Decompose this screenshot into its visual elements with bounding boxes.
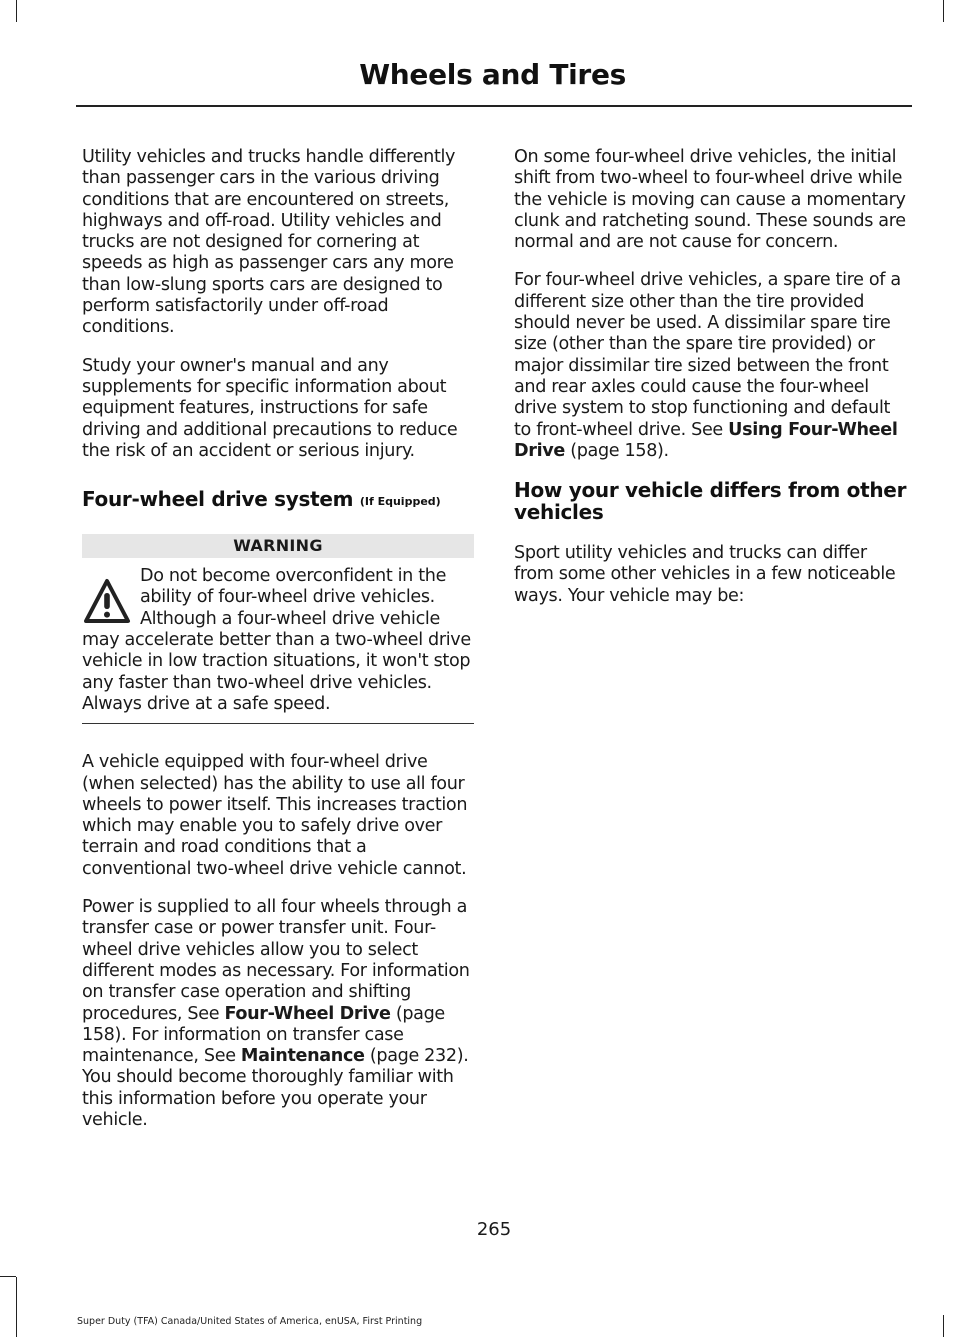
warning-body	[82, 566, 474, 723]
using-four-wheel-drive-link[interactable]: Using Four-Wheel Drive	[514, 419, 898, 461]
paragraph	[82, 897, 474, 1131]
crop-mark	[943, 1315, 944, 1337]
paragraph: A vehicle equipped with four-wheel drive (when selected) has the ability to use all four wheels to power itself. This increases traction which may enable you to safely drive over terrain and road conditions that a conventional two-wheel drive vehicle cannot.	[82, 752, 468, 879]
left-column	[82, 147, 474, 1148]
paragraph: Sport utility vehicles and trucks can differ from some other vehicles in a few noticeable ways. Your vehicle may be:	[514, 543, 896, 606]
section-heading-vehicle-differences: How your vehicle differs from other vehicles	[514, 478, 907, 525]
paragraph: Utility vehicles and trucks handle differently than passenger cars in the various driving conditions that are encountered on streets, highways and off-road. Utility vehicles and trucks are not designed for cornering at speeds as high as passenger cars any more than low-slung sports cars are designed to perform satisfactorily under off-road conditions.	[82, 147, 456, 338]
paragraph-text: Power is supplied to all four wheels through a transfer case or power transfer unit. Four-wheel drive vehicles allow you to select different modes as necessary. For information on transfer case operation and shifting procedures, See	[82, 897, 470, 1024]
warning-text: Do not become overconfident in the ability of four-wheel drive vehicles. Although a four-wheel drive vehicle may accelerate better than a two-wheel drive vehicle in low traction situations, it won't stop any faster than two-wheel drive vehicles. Always drive at a safe speed.	[82, 566, 471, 714]
crop-mark	[943, 0, 944, 22]
header-divider	[76, 105, 912, 107]
maintenance-link[interactable]: Maintenance	[240, 1046, 365, 1067]
paragraph-text: For four-wheel drive vehicles, a spare tire of a different size other than the tire provided should never be used. A dissimilar spare tire size (other than the spare tire provided) or major dissimilar tire sized between the front and rear axles could cause the four-wheel drive system to stop functioning and default to front-wheel drive. See	[514, 270, 901, 440]
warning-triangle-icon	[82, 576, 132, 628]
paragraph-text: (page 158). For information on transfer case maintenance, See	[82, 1003, 445, 1067]
crop-mark	[0, 1276, 16, 1277]
publication-footer: Super Duty (TFA) Canada/United States of America, enUSA, First Printing	[77, 1316, 423, 1327]
right-column	[514, 147, 910, 624]
section-heading-four-wheel-drive	[82, 488, 474, 514]
section-heading-text: Four-wheel drive system	[82, 487, 354, 512]
crop-mark	[16, 0, 17, 22]
paragraph: Study your owner's manual and any supplements for specific information about equipment features, instructions for safe driving and additional precautions to reduce the risk of an accident or serious injury.	[82, 355, 458, 461]
four-wheel-drive-link[interactable]: Four-Wheel Drive	[224, 1003, 391, 1024]
paragraph: On some four-wheel drive vehicles, the initial shift from two-wheel to four-wheel drive while the vehicle is moving can cause a momentary clunk and ratcheting sound. These sounds are normal and are not cause for concern.	[514, 147, 906, 253]
crop-mark	[16, 1277, 17, 1337]
paragraph-text: (page 158).	[564, 440, 669, 461]
paragraph	[514, 270, 910, 462]
page-number: 265	[476, 1219, 512, 1240]
warning-box	[82, 534, 474, 724]
paragraph-text: (page 232). You should become thoroughly familiar with this information before you operate your vehicle.	[82, 1046, 469, 1130]
warning-label: WARNING	[82, 534, 474, 558]
page-title: Wheels and Tires	[359, 58, 626, 91]
if-equipped-tag: (If Equipped)	[359, 495, 441, 509]
